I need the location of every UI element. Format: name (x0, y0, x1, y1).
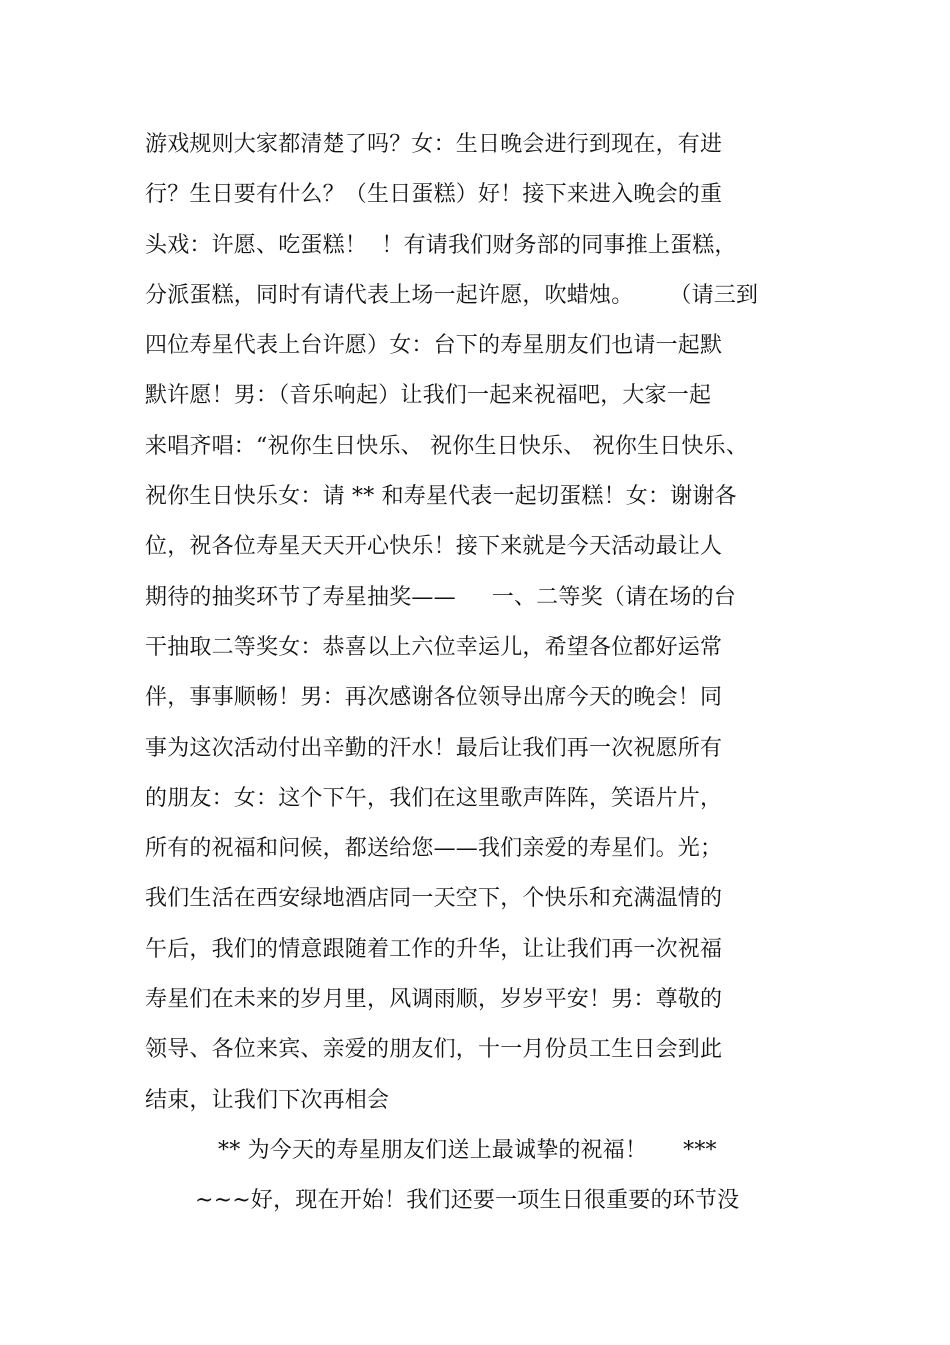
text-line-10: 期待的抽奖环节了寿星抽奖—— 一、二等奖（请在场的台 (145, 584, 736, 610)
text-line-16: 我们生活在西安绿地酒店同一天空下，个快乐和充满温情的 (145, 886, 723, 912)
text-line-21: ** 为今天的寿星朋友们送上最诚挚的祝福！ *** (218, 1137, 717, 1163)
text-line-8: 祝你生日快乐女：请 ** 和寿星代表一起切蛋糕！女：谢谢各 (145, 484, 737, 510)
text-line-6: 默许愿！男：（音乐响起）让我们一起来祝福吧，大家一起 (145, 383, 712, 409)
text-line-11: 干抽取二等奖女：恭喜以上六位幸运儿，希望各位都好运常 (145, 634, 723, 660)
text-line-2: 行？生日要有什么？（生日蛋糕）好！接下来进入晚会的重 (145, 182, 723, 208)
text-line-4: 分派蛋糕，同时有请代表上场一起许愿，吹蜡烛。 （请三到 (145, 282, 759, 308)
text-line-17: 午后，我们的情意跟随着工作的升华，让让我们再一次祝福 (145, 936, 723, 962)
document-body (145, 120, 845, 1227)
text-line-20: 结束，让我们下次再相会 (145, 1087, 390, 1113)
text-line-14: 的朋友：女：这个下午，我们在这里歌声阵阵，笑语片片， (145, 785, 723, 811)
text-line-5: 四位寿星代表上台许愿）女：台下的寿星朋友们也请一起默 (145, 333, 723, 359)
text-line-22: ~~~好，现在开始！我们还要一项生日很重要的环节没 (195, 1188, 740, 1214)
text-line-9: 位，祝各位寿星天天开心快乐！接下来就是今天活动最让人 (145, 534, 723, 560)
text-line-15: 所有的祝福和问候，都送给您——我们亲爱的寿星们。光； (145, 836, 723, 862)
text-line-7: 来唱齐唱：“祝你生日快乐、 祝你生日快乐、 祝你生日快乐、 (145, 433, 749, 459)
text-line-1: 游戏规则大家都清楚了吗？女：生日晚会进行到现在，有进 (145, 132, 723, 157)
text-line-18: 寿星们在未来的岁月里，风调雨顺，岁岁平安！男：尊敬的 (145, 987, 723, 1013)
text-line-13: 事为这次活动付出辛勤的汗水！最后让我们再一次祝愿所有 (145, 735, 723, 761)
text-line-3: 头戏：许愿、吃蛋糕！ ！有请我们财务部的同事推上蛋糕， (145, 232, 737, 258)
text-line-12: 伴，事事顺畅！男：再次感谢各位领导出席今天的晚会！同 (145, 685, 723, 711)
text-line-19: 领导、各位来宾、亲爱的朋友们，十一月份员工生日会到此 (145, 1037, 723, 1063)
